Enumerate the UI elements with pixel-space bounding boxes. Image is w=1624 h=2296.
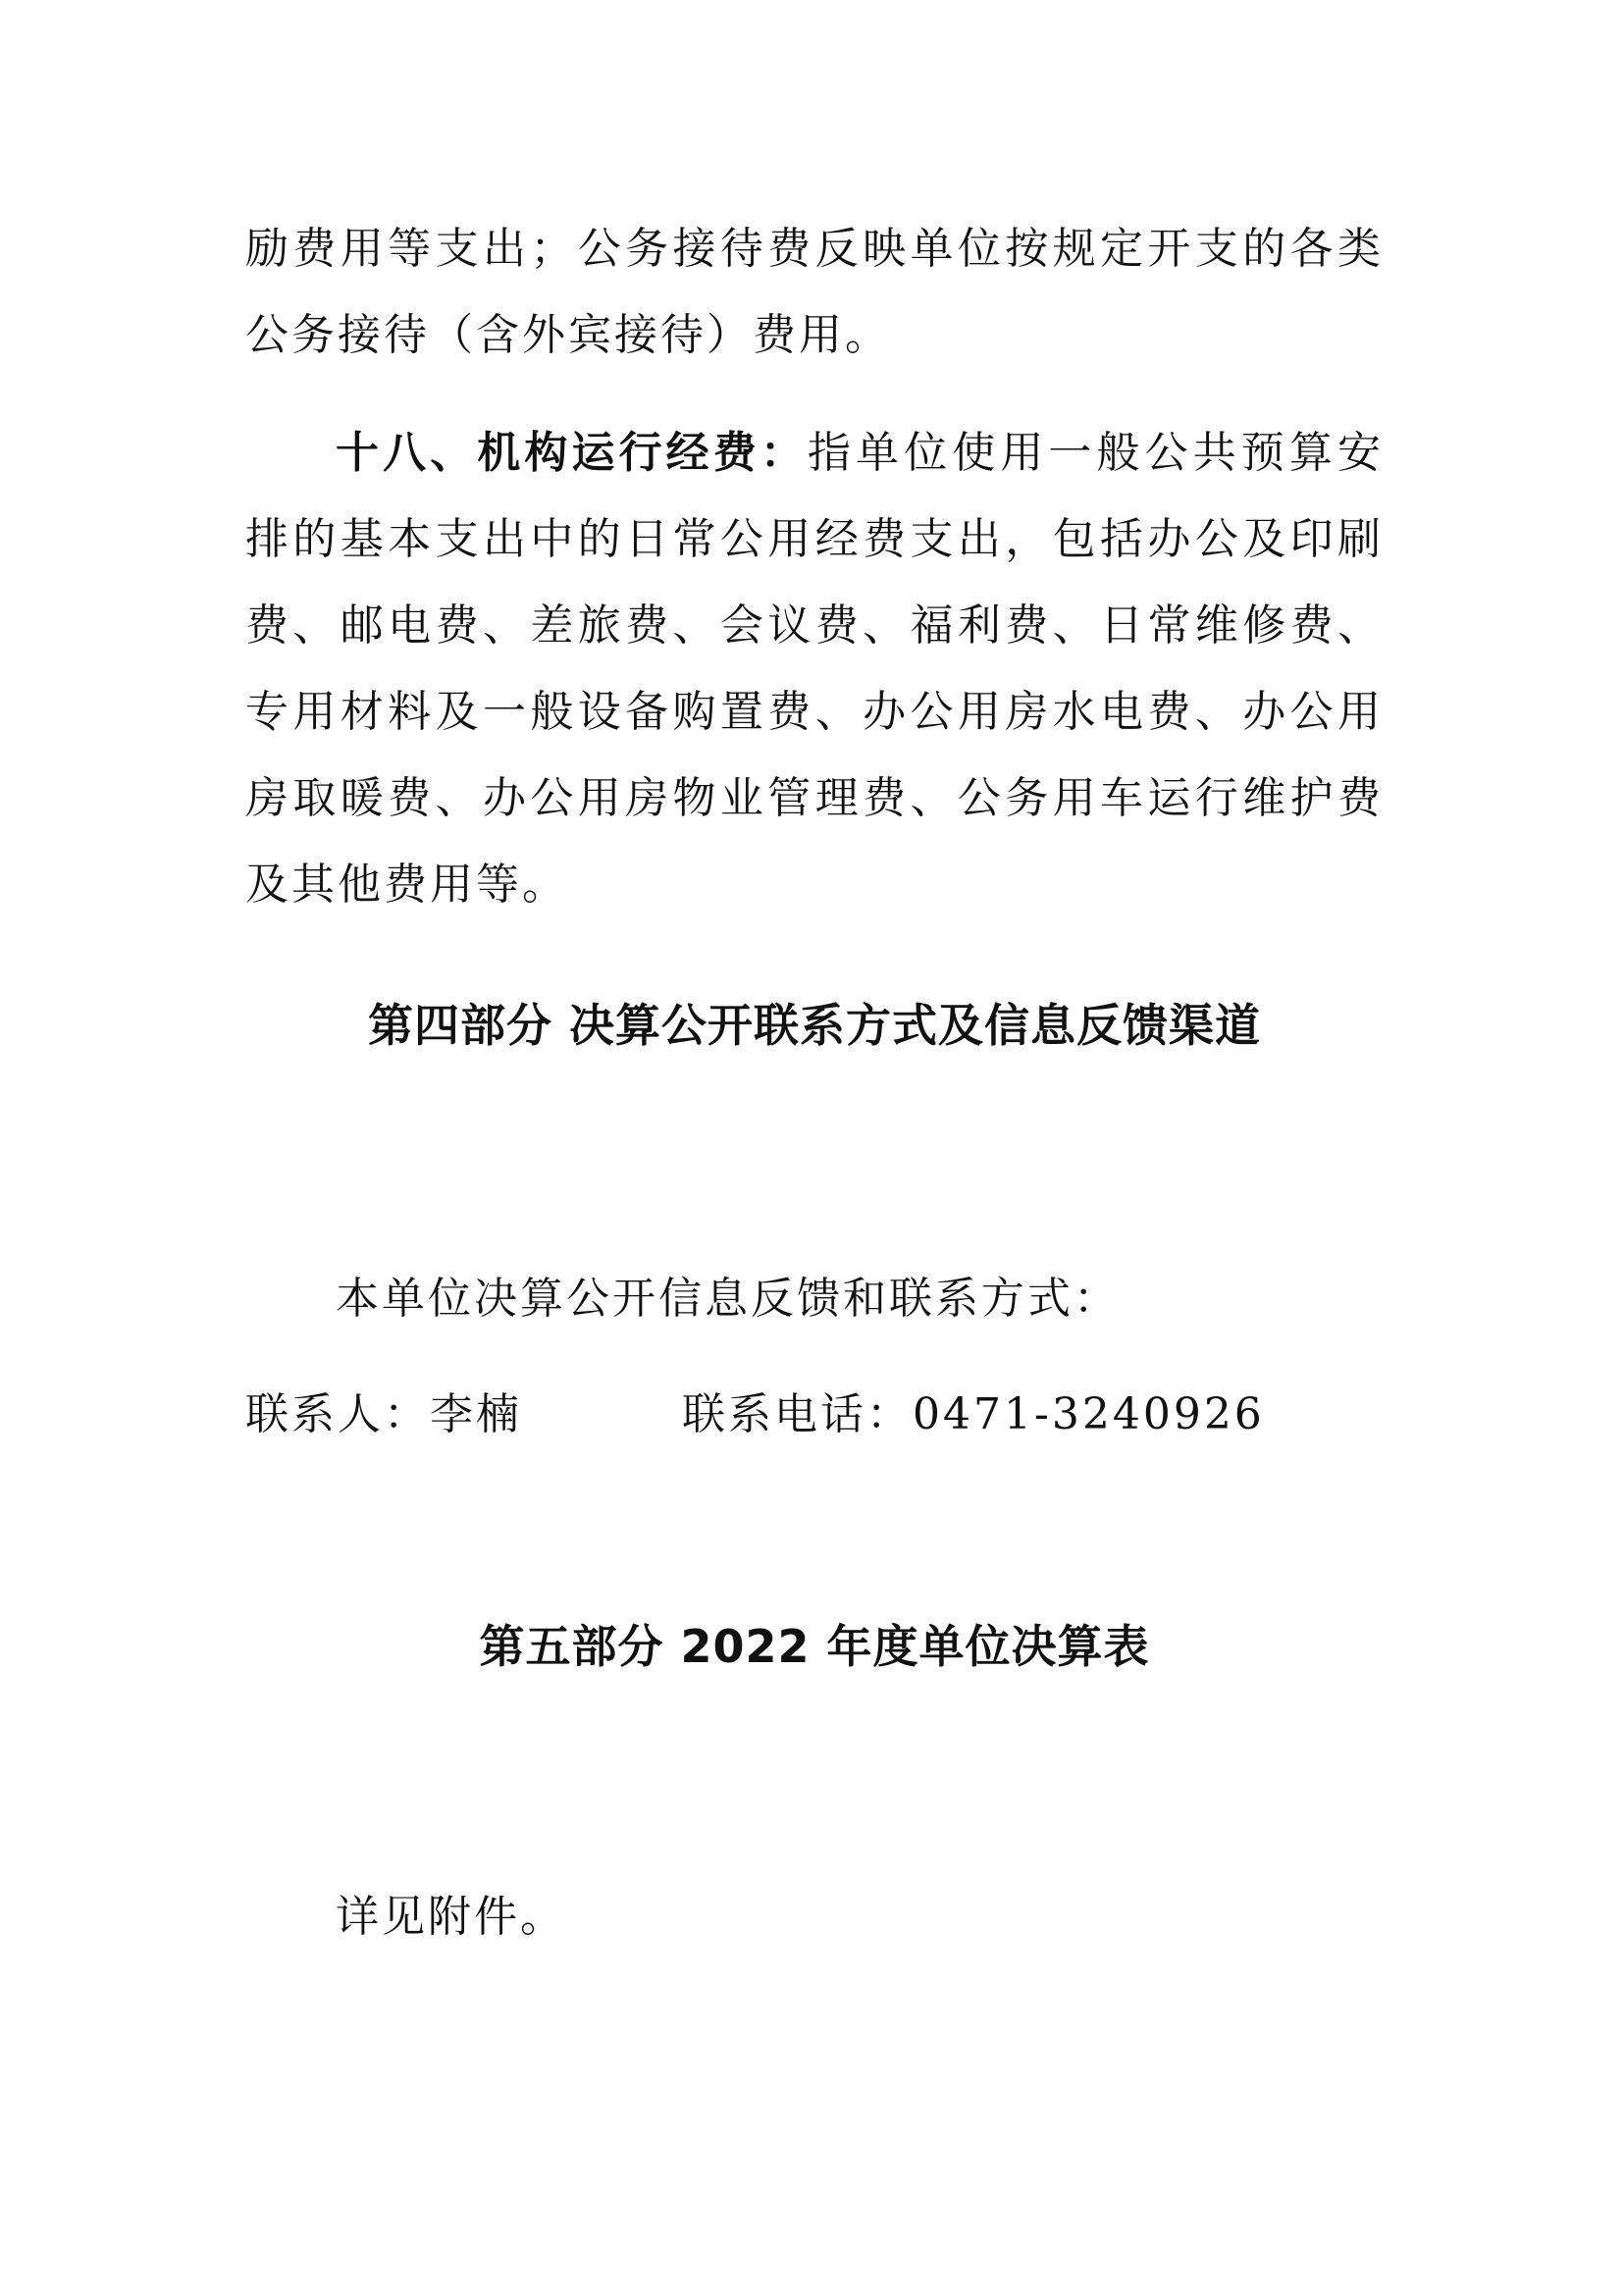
paragraph-continued (245, 206, 1384, 379)
contact-row (245, 1385, 1384, 1444)
paragraph-text: 励费用等支出；公务接待费反映单位按规定开支的各类公务接待（含外宾接待）费用。 (245, 224, 1384, 360)
item-18-text (245, 410, 1384, 928)
section-4-intro-block (245, 1256, 1384, 1342)
item-18-term: 十八、机构运行经费： (336, 428, 808, 478)
section-4-title: 第四部分 决算公开联系方式及信息反馈渠道 (367, 999, 1261, 1052)
section-5-note: 详见附件。 (336, 1892, 566, 1942)
section-5-title: 第五部分 2022 年度单位决算表 (479, 1620, 1150, 1673)
section-4-intro: 本单位决算公开信息反馈和联系方式： (336, 1274, 1120, 1324)
section-5-note-block (245, 1874, 1384, 1960)
contact-phone: 联系电话：0471-3240926 (682, 1389, 1265, 1439)
contact-person: 联系人：李楠 (245, 1389, 522, 1439)
item-18-paragraph (245, 410, 1384, 928)
item-18-definition: 指单位使用一般公共预算安排的基本支出中的日常公用经费支出，包括办公及印刷费、邮电费、差旅费、会议费、福利费、日常维修费、专用材料及一般设备购置费、办公用房水电费、办公用房取暖费、办公用房物业管理费、公务用车运行维护费及其他费用等。 (245, 428, 1384, 910)
